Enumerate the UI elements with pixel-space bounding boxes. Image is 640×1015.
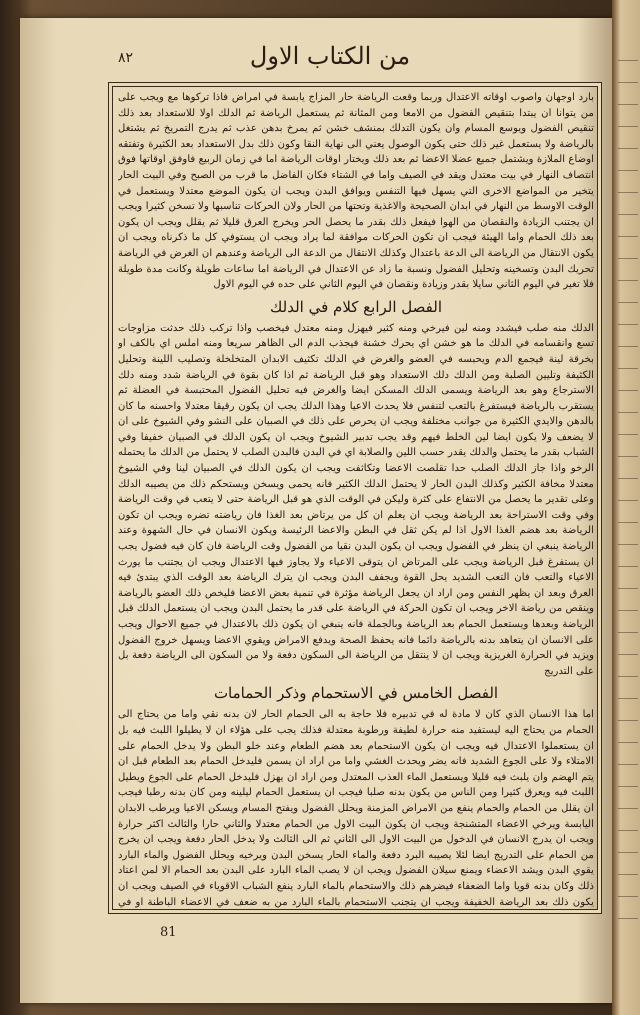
facing-page-text-line (618, 104, 638, 105)
facing-page-text-line (618, 214, 638, 215)
paragraph-3: اما هذا الانسان الذي كان لا مادة له في تدبيره فلا حاجة به الى الحمام الحار لان بدنه نقي واما من يحتاج الى الحمام من يحتاج اليه ليستفيد منه حرارة لطيفة ورطوبة معتدلة فذلك يجب على هؤلاء ان لا يطيلوا اللبث فيه بل ان يستعملوا الاعتدال فيه ويجب ان يكون الاستحمام بعد هضم الطعام وعند خلو البطن ولا يدخل الحمام على الامتلاء ولا على الجوع الشديد فانه يضر ويحدث الغشي واما من اراد ان يسمن فليدخل الحمام بعد الطعام قبل ان يتم الهضم وان يلبث فيه قليلا ويستعمل الماء العذب المعتدل ومن اراد ان يهزل فليدخل الحمام على الجوع ويطيل اللبث فيه ويعرق كثيرا ومن الناس من يكون بدنه صلبا فيجب ان يستعمل الحمام ليلينه ومن كان بدنه رطبا فيجب ان يقلل من الحمام والحمام ينفع من الامراض المزمنة ويحلل الفضول ويفتح المسام ويسكن الاعيا ويرطب الابدان اليابسة ويرخي الاعضاء المتشنجة ويجب ان يكون البيت الاول من الحمام معتدلا والثاني حارا والثالث اكثر حرارة ويجب ان يدرج الانسان في الدخول من البيت الاول الى الثاني ثم الى الثالث ولا يدخل الحار دفعة ويجب ان يخرج من الحمام على التدريج ايضا لئلا يصيبه البرد دفعة والماء الحار يسخن البدن ويرخيه ويحلل الفضول والماء البارد يقوي البدن ويشد الاعضاء ويمنع سيلان الفضول ويجب ان لا يصب الماء البارد على البدن بعد الحمام الا لمن اعتاد ذلك وكان بدنه قويا واما الضعفاء فيضرهم ذلك والاستحمام بالماء البارد ينفع الشباب الاقوياء في الصيف ويجب ان يكون ذلك بعد الرياضة الخفيفة ويجب ان يتجنب الاستحمام بالماء البارد من به ضعف في الاعضاء الباطنة او في (118, 709, 594, 908)
facing-page-text-line (618, 786, 638, 787)
page-header (80, 38, 580, 78)
facing-page-text-line (618, 148, 638, 149)
facing-page-text-line (618, 830, 638, 831)
facing-page-text-line (618, 324, 638, 325)
facing-page-text-line (618, 632, 638, 633)
facing-page-text-line (618, 390, 638, 391)
facing-page-text-line (618, 82, 638, 83)
facing-page-text-line (618, 544, 638, 545)
facing-page-text-line (618, 170, 638, 171)
facing-page-text-line (618, 610, 638, 611)
facing-page-text-line (618, 280, 638, 281)
facing-page-text-line (618, 808, 638, 809)
facing-page-edge (612, 0, 640, 1015)
main-text (118, 90, 594, 908)
facing-page-text-line (618, 60, 638, 61)
paragraph-1: بارد اوجهان واصوب اوقاته الاعتدال وربما وقعت الرياضة حار المزاج يابسة في امراض فاذا تركوها مع ويجب على من يتوانا ان يبتدا بتنقيص الفضول من الامعا ومن المثانة ثم يستعمل الرياضة ثم الدلك اولا للاستعداد بعد ذلك تنقيص الفضول ويوسع المسام وان يكون التدلك بمنشف خشن ثم يمرخ بدهن عذب ثم يدرج التمريخ ثم يشتغل بالرياضة ولا يستعمل غير ذلك حتى يكون الوصول يعني الى نهاية النقا وكون ذلك بدل الاستعداد بعد الكثيرة وتفتقه اوضاع الملازة ويشتمل جميع عضلا الاعضا ثم بعد ذلك ويختار اوقات الرياضة اما في زمان الربيع فاوفق اوقاتها فوق انتصاف النهار في بيت معتدل ويقد في الصيف واما في الشتاء فكان الفاضل ما قرب من الصبح وفي البيت الحار يتخير من المواضع الاخرى التي يسهل فيها التنفس ويوافق البدن ويجب ان يكون الموضع معتدلا ويستعمل في الوقت الاوسط من النهار في ابدان الصحيحة والاغذية وتحتها من الحار ولان الحركات تناسبها ولا تسخن كثيرا ويجب ان يجتنب الزيادة والنقصان من الهوا فيفعل ذلك بقدر ما يحصل الحر ويخرج العرق قليلا ثم يقلل ويجب ان يكون بعد ذلك الحمام واما الهيئة فيجب ان تكون الحركات موافقة لما يراد ويجب ان يستوفي كل ما ذكرناه ويجب ان يكون الانتقال من الرياضة الى الدعة باعتدال وكذلك الانتقال من الدعة الى الرياضة وعندهم ان الغرض في الرياضة تحريك البدن وتسخينه وتحليل الفضول ونسبة ما زاد عن الاعتدال في الرياضة اما ساعات طويلة وكانت مدة طويلة فلا تغير في اليوم الثاني سايلا بقدر وزيادة ونقصان في اليوم الثاني على حده في اليوم الاول (118, 92, 594, 291)
facing-page-text-line (618, 698, 638, 699)
facing-page-text-line (618, 742, 638, 743)
facing-page-text-line (618, 126, 638, 127)
facing-page-text-line (618, 852, 638, 853)
facing-page-text-line (618, 654, 638, 655)
facing-page-text-line (618, 896, 638, 897)
facing-page-text-line (618, 478, 638, 479)
facing-page-text-line (618, 874, 638, 875)
facing-page-text-line (618, 368, 638, 369)
facing-page-text-line (618, 764, 638, 765)
facing-page-text-line (618, 522, 638, 523)
chapter-5-heading: الفصل الخامس في الاستحمام وذكر الحمامات (213, 684, 499, 703)
chapter-4-heading: الفصل الرابع كلام في الدلك (270, 297, 442, 316)
paragraph-2: الدلك منه صلب فيشدد ومنه لين فيرخي ومنه كثير فيهزل ومنه معتدل فيخصب واذا تركب ذلك حدثت مزاوجات تسع وانقسامه في الدلك ما هو خشن اي يحرك خشنة فيجذب الدم الى الظاهر سريعا ومنه املس اي بالكف او بخرقة لينة فيجمع الدم ويحبسه في العضو والغرض في الدلك تكثيف الابدان المتخلخلة وتصليب اللينة وتحليل الكثيفة وتليين الصلبة ومن الدلك دلك الاستعداد وهو قبل الرياضة ثم اذا كان بقوة في الرياضة شدد ومنه دلك الاسترجاع وهو بعد الرياضة ويسمى الدلك المسكن ايضا والغرض فيه تحليل الفضول المحتبسة في العضلة ثم يستقرب بالرياضة فيستفرغ بالتعب لتنفس فلا يحدث الاعيا وهذا الدلك يجب ان يكون رقيقا معتدلا واحسنه ما كان بالدهن والايدي الكثيرة من جوانب مختلفة ويجب ان يحرص على ذلك في الصبيان على النشو وفي الشيوخ على ان لا يضعف ولا يكون ايضا لين الخلط فيهم وقد يجب تدبير الشيوخ ويجب ان يكون الدلك في الصبيان خفيفا وفي الشباب بقدر ما يحتمل والدلك يقدر حسب اللين والصلابة اي في البدن فالبدن الصلب لا يحتمل من الدلك ما يحتمله الرخو واذا جاز الدلك الصلب حدا تقلصت الاعضا وتكاثفت ويجب ان يكون الدلك في الصبيان لينا وفي الشيوخ معتدلا مخافة الكثير وكذلك البدن الحار لا يحتمل الدلك الكثير فانه يحمى ويسخن ويستحكم ذلك من يصيبه الدلك وعلى تقدير ما يحصل من الانتفاع على كثرة وليكن في الوقت الذي هو قبل الرياضة حتى لا يتعب في وقت الرياضة وفي وقت الاستراحة بعد الرياضة ويجب ان يعلم ان كل من يرتاض بعد الغذا فان رياضته تضره ويجب ان تكون الرياضة بعد هضم الغذا الاول اذا لم يكن ثقل في البطن والاعضا الرئيسة ويكون الانسان في حال الشهوة وعند الرياضة ينبغي ان ينظر في الفضول ويجب ان يكون البدن نقيا من الفضول وقت الرياضة فان كان فيه فضول يجب ان يستفرغ قبل الرياضة ويجب على المرتاض ان يتوقى الاعياء ولا يجاوز فيها الاعتدال ويجب ان يجتنب ما يورث الاعياء والتعب فان التعب الشديد يحل القوة ويجفف البدن ويجب ان يترك الرياضة بعد الوقت الذي يبتدئ فيه العرق وبعد ان يظهر النفس ومن اراد ان يجعل الرياضة مؤثرة في تنمية بعض الاعضا فليخص ذلك العضو بالرياضة وينقص من رياضة الاخر ويجب ان تكون الحركة في الرياضة على قدر ما يحتمل البدن ويجب ان يستعمل الدلك قبل الرياضة وبعدها ويستعمل الحمام بعد الرياضة وبالجملة فانه ينبغي ان يكون ذلك بالاعتدال في جميع الاحوال ويجب على الانسان ان يتعاهد بدنه بالرياضة دائما فانه يحفظ الصحة ويدفع الامراض ويقوي الاعضا ويسهل خروج الفضول ويزيد في الحرارة الغريزية ويجب ان لا ينتقل من الرياضة الى السكون دفعة ولا من السكون الى الرياضة دفعة بل على التدريج (118, 322, 594, 677)
running-title: من الكتاب الاول (249, 42, 411, 70)
facing-page-text-line (618, 412, 638, 413)
facing-page-text-line (618, 588, 638, 589)
facing-page-text-line (618, 258, 638, 259)
facing-page-text-line (618, 566, 638, 567)
facing-page-text-line (618, 500, 638, 501)
folio-number: ٨٢ (118, 50, 134, 66)
facing-page-text-line (618, 456, 638, 457)
facing-page-text-line (618, 192, 638, 193)
facing-page-text-line (618, 236, 638, 237)
facing-page-text-line (618, 302, 638, 303)
facing-page-text-line (618, 918, 638, 919)
facing-page-text-line (618, 676, 638, 677)
facing-page-text-line (618, 434, 638, 435)
facing-page-text-line (618, 720, 638, 721)
signature-mark: 81 (160, 925, 177, 940)
facing-page-text-line (618, 346, 638, 347)
